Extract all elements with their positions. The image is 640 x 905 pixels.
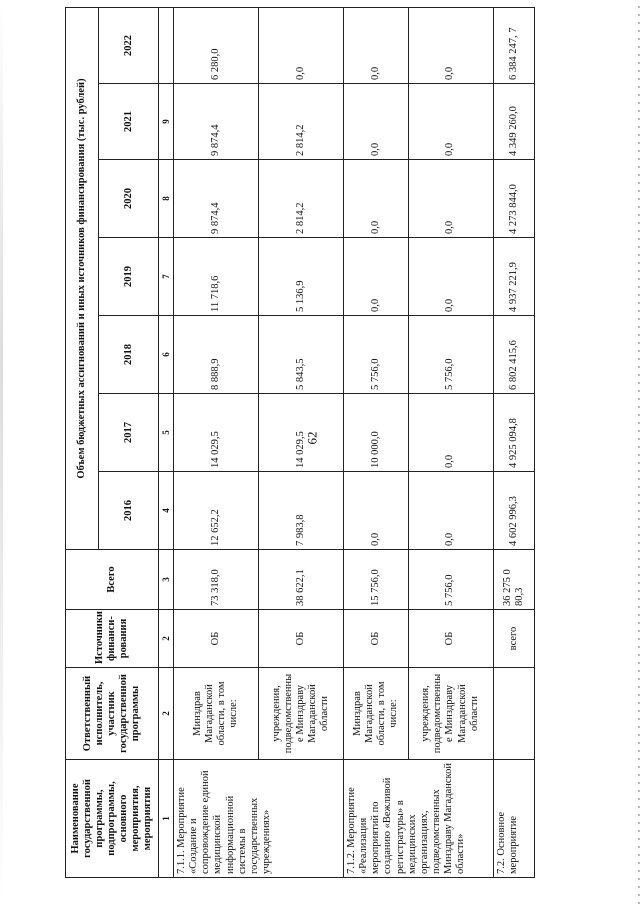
value-cell: 5 136,9: [259, 238, 344, 316]
value-cell: 6 802 415,6: [493, 316, 534, 394]
value-cell: 0,0: [344, 160, 408, 238]
index-cell: [158, 8, 174, 84]
executor-cell: Минздрав Магаданской области, в том числе:: [344, 668, 408, 760]
value-cell: 6 280,0: [174, 8, 259, 84]
value-cell: 0,0: [344, 8, 408, 84]
index-cell: 5: [158, 394, 174, 472]
year-header: 2019: [99, 238, 158, 316]
value-cell: 2 814,2: [259, 84, 344, 160]
col-name-header: Наименование государственной программы, подпрограммы, основного мероприятия, мероприятия: [66, 760, 159, 878]
executor-cell: учреждения, подведомственны е Минздраву Магаданской области: [408, 668, 493, 760]
value-cell: 0,0: [408, 160, 493, 238]
value-cell: 5 756,0: [408, 316, 493, 394]
value-cell: 7 983,8: [259, 472, 344, 550]
index-cell: 3: [158, 550, 174, 610]
index-cell: 9: [158, 84, 174, 160]
value-cell: 0,0: [344, 84, 408, 160]
activity-name: 7.1.2. Мероприятие «Реализация мероприятий по созданию «Вежливой регистратуры» в медицинских организациях, подведомственных Минздраву Магаданской области»: [344, 760, 493, 878]
total-cell: 5 756,0: [408, 550, 493, 610]
source-cell: ОБ: [174, 610, 259, 668]
index-cell: 6: [158, 316, 174, 394]
page-number: 62: [304, 431, 320, 445]
value-cell: 9 874,4: [174, 84, 259, 160]
source-cell: ОБ: [259, 610, 344, 668]
value-cell: 2 814,2: [259, 160, 344, 238]
value-cell: 8 888,9: [174, 316, 259, 394]
value-cell: 4 349 260,0: [493, 84, 534, 160]
value-cell: 0,0: [259, 8, 344, 84]
scan-edge-left: [0, 0, 3, 905]
index-cell: 2: [158, 668, 174, 760]
value-cell: 11 718,6: [174, 238, 259, 316]
activity-name: 7.2. Основное мероприятие: [493, 760, 534, 878]
table-row: [408, 8, 493, 878]
value-cell: 4 273 844,0: [493, 160, 534, 238]
index-cell: 4: [158, 472, 174, 550]
executor-cell: [493, 668, 534, 760]
value-cell: 0,0: [408, 8, 493, 84]
value-cell: 0,0: [408, 394, 493, 472]
source-cell: всего: [493, 610, 534, 668]
value-cell: 4 602 996,3: [493, 472, 534, 550]
value-cell: 14 029,5: [174, 394, 259, 472]
col-total-header: Всего: [66, 550, 159, 610]
table-row: [259, 8, 344, 878]
funding-title-header: Объем бюджетных ассигнований и иных источников финансирования (тыс. рублей): [66, 8, 99, 550]
executor-cell: учреждения, подведомственны е Минздраву Магаданской области: [259, 668, 344, 760]
index-cell: 7: [158, 238, 174, 316]
funding-table: [65, 7, 535, 878]
value-cell: 0,0: [344, 472, 408, 550]
col-source-header: Источники финанси-рования: [66, 610, 159, 668]
total-cell: 15 756,0: [344, 550, 408, 610]
value-cell: 0,0: [408, 84, 493, 160]
value-cell: 5 756,0: [344, 316, 408, 394]
activity-name: 7.1.1. Мероприятие «Создание и сопровождение единой медицинской информационной системы в государственных учреждениях»: [174, 760, 344, 878]
funding-table-sheet: [65, 8, 535, 878]
header-row-1: [66, 8, 99, 878]
value-cell: 12 652,2: [174, 472, 259, 550]
year-header: 2020: [99, 160, 158, 238]
col-executor-header: Ответственный исполнитель, участник государственной программы: [66, 668, 159, 760]
source-cell: ОБ: [408, 610, 493, 668]
index-cell: 8: [158, 160, 174, 238]
year-header: 2018: [99, 316, 158, 394]
value-cell: 4 925 094,8: [493, 394, 534, 472]
value-cell: 0,0: [408, 238, 493, 316]
value-cell: 6 384 247, 7: [493, 8, 534, 84]
executor-cell: Минздрав Магаданской области, в том числе:: [174, 668, 259, 760]
index-row: [158, 8, 174, 878]
value-cell: 4 937 221,9: [493, 238, 534, 316]
table-row: [493, 8, 534, 878]
index-cell: 2: [158, 610, 174, 668]
index-cell: 1: [158, 760, 174, 878]
value-cell: 0,0: [344, 238, 408, 316]
table-row: [174, 8, 259, 878]
total-cell: 36 275 0 80,3: [493, 550, 534, 610]
year-header: 2022: [99, 8, 158, 84]
total-cell: 38 622,1: [259, 550, 344, 610]
value-cell: 5 843,5: [259, 316, 344, 394]
value-cell: 9 874,4: [174, 160, 259, 238]
source-cell: ОБ: [344, 610, 408, 668]
year-header: 2021: [99, 84, 158, 160]
value-cell: 0,0: [408, 472, 493, 550]
table-row: [344, 8, 408, 878]
value-cell: 14 029,5: [259, 394, 344, 472]
year-header: 2017: [99, 394, 158, 472]
year-header: 2016: [99, 472, 158, 550]
total-cell: 73 318,0: [174, 550, 259, 610]
value-cell: 10 000,0: [344, 394, 408, 472]
